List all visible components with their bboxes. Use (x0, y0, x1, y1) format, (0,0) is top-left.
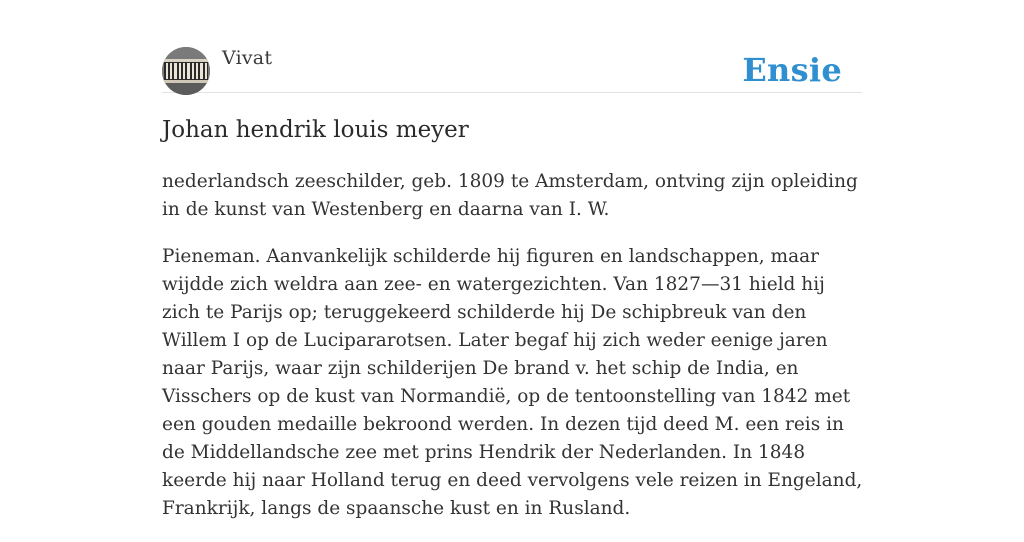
article-paragraph: nederlandsch zeeschilder, geb. 1809 te Amsterdam, ontving zijn opleiding in de kunst van Westenberg en daarna van I. W. (162, 171, 858, 220)
article-body (162, 168, 867, 542)
article-title: Johan hendrik louis meyer (162, 117, 469, 143)
author-name[interactable]: Vivat (222, 47, 273, 69)
avatar-image (162, 47, 210, 95)
header (162, 46, 862, 93)
brand-logo[interactable]: Ensie (742, 51, 842, 89)
article-paragraph: Pieneman. Aanvankelijk schilderde hij figuren en landschappen, maar wijdde zich weldra aan zee- en watergezichten. Van 1827—31 hield hij zich te Parijs op; teruggekeerd schilderde hij De schipbreuk van den Willem I op de Lucipararotsen. Later begaf hij zich weder eenige jaren naar Parijs, waar zijn schilderijen De brand v. het schip de India, en Visschers op de kust van Normandië, op de tentoonstelling van 1842 met een gouden medaille bekroond werden. In dezen tijd deed M. een reis in de Middellandsche zee met prins Hendrik der Nederlanden. In 1848 keerde hij naar Holland terug en deed vervolgens vele reizen in Engeland, Frankrijk, langs de spaansche kust en in Rusland. (162, 246, 863, 519)
bookshelf-avatar-icon[interactable] (162, 47, 210, 95)
